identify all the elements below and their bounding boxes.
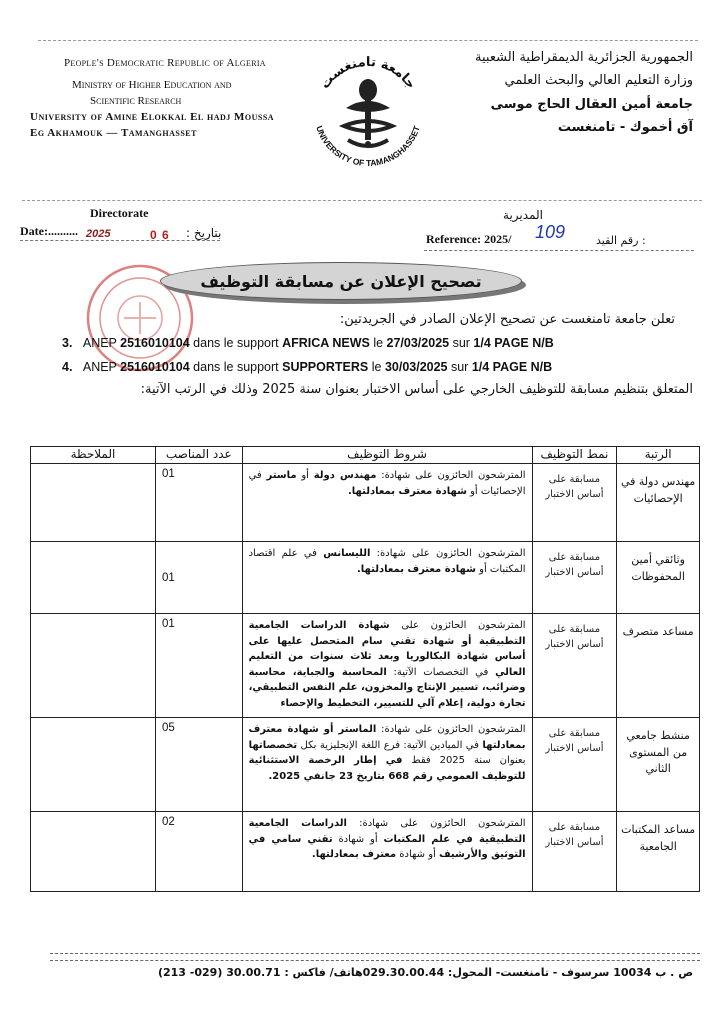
header-ar-line2: وزارة التعليم العالي والبحث العلمي <box>504 73 693 89</box>
positions-table <box>30 446 700 892</box>
reference-label-fr: Reference: 2025/ <box>426 232 512 246</box>
header-ar-line3: جامعة أمين العقال الحاج موسى <box>490 96 693 112</box>
cell-posts: 02 <box>155 812 242 892</box>
cell-posts: 01 <box>155 464 242 542</box>
cell-type: مسابقة على أساس الاختبار <box>532 464 617 542</box>
date-dotted-line <box>20 240 220 241</box>
date-stamp: 2025 <box>86 228 111 240</box>
date-label-ar: : بتاريخ <box>186 226 222 240</box>
cell-posts: 01 <box>155 614 242 718</box>
reference-label-ar: رقم القيد : <box>596 234 646 247</box>
date-stamp-extra: 0 6 <box>150 228 170 242</box>
directorate-label-ar: المديرية <box>503 208 543 222</box>
header-rank: الرتبة <box>617 447 700 464</box>
header-divider <box>22 200 702 201</box>
header-ar-line1: الجمهورية الجزائرية الديمقراطية الشعبية <box>475 50 693 65</box>
cell-rank: وثائقي أمين المحفوظات <box>617 542 700 614</box>
cell-conditions: المترشحون الحائزون على شهادة: الليسانس في علم اقتصاد المكتبات أو شهادة معترف بمعادلتها. <box>242 542 532 614</box>
cell-notes <box>31 614 156 718</box>
cell-type: مسابقة على أساس الاختبار <box>532 614 617 718</box>
intro-paragraph: المتعلق بتنظيم مسابقة للتوظيف الخارجي على أساس الاختبار بعنوان سنة 2025 وذلك في الرتب الآتية: <box>140 382 693 397</box>
announcement-item: 4. ANEP 2516010104 dans le support SUPPORTERS le 30/03/2025 sur 1/4 PAGE N/B <box>62 360 553 374</box>
logo-english-text: UNIVERSITY OF TAMANGHASSET <box>314 124 422 169</box>
cell-rank: مساعد متصرف <box>617 614 700 718</box>
table-row <box>31 812 700 892</box>
cell-type: مسابقة على أساس الاختبار <box>532 542 617 614</box>
header-fr-line5: Eg Akhamouk — Tamanghasset <box>30 126 197 139</box>
header-ar-line4: آق أخموك - تامنغست <box>557 120 693 136</box>
date-label-fr: Date:.......... <box>20 224 78 238</box>
header-fr-line1: People's Democratic Republic of Algeria <box>64 57 266 69</box>
header-notes: الملاحظة <box>31 447 156 464</box>
header-fr-line3: Scientific Research <box>90 94 182 107</box>
cell-notes <box>31 812 156 892</box>
cell-type: مسابقة على أساس الاختبار <box>532 718 617 812</box>
header-fr-line4: University of Amine Elokkal El hadj Moussa <box>30 110 275 123</box>
cell-posts: 05 <box>155 718 242 812</box>
header-arabic <box>393 46 693 140</box>
reference-number: 109 <box>535 222 566 242</box>
cell-notes <box>31 718 156 812</box>
table-row <box>31 542 700 614</box>
cell-rank: مساعد المكتبات الجامعية <box>617 812 700 892</box>
cell-conditions: المترشحون الحائزون على شهادة: الدراسات الجامعية التطبيقية في علم المكتبات أو شهادة تقني سامي في التوثيق والأرشيف أو شهادة معترف بمعادلتها. <box>242 812 532 892</box>
cell-posts: 01 <box>155 542 242 614</box>
logo-arabic-text: جامعة تامنغست <box>317 54 419 92</box>
intro-text: تعلن جامعة تامنغست عن تصحيح الإعلان الصادر في الجريدتين: <box>339 312 675 327</box>
table-row <box>31 718 700 812</box>
cell-notes <box>31 542 156 614</box>
header-conditions: شروط التوظيف <box>242 447 532 464</box>
cell-type: مسابقة على أساس الاختبار <box>532 812 617 892</box>
cell-notes <box>31 464 156 542</box>
directorate-label-fr: Directorate <box>90 206 149 220</box>
table-row <box>31 464 700 542</box>
reference-dotted-line <box>424 250 694 251</box>
header-type: نمط التوظيف <box>532 447 617 464</box>
cell-conditions: المترشحون الحائزون على شهادة: الماستر أو شهادة معترف بمعادلتها في الميادين الآتية: فرع اللغة الإنجليزية بكل تخصصاتها بعنوان سنة 2025 فقط في إطار الرخصة الاستثنائية للتوظيف العمومي رقم 668 بتاريخ 23 جانفي 2025. <box>242 718 532 812</box>
cell-rank: مهندس دولة في الإحصائيات <box>617 464 700 542</box>
cell-rank: منشط جامعي من المستوى الثاني <box>617 718 700 812</box>
footer-address: ص . ب 10034 سرسوف - تامنغست- المحول: 029.30.00.44هاتف/ فاكس : 30.00.71 (029- 213) <box>157 966 693 979</box>
header-posts: عدد المناصب <box>155 447 242 464</box>
cell-conditions: المترشحون الحائزون على شهادة: مهندس دولة أو ماستر في الإحصائيات أو شهادة معترف بمعادلتها. <box>242 464 532 542</box>
header-french <box>30 56 300 142</box>
table-header-row <box>31 447 700 464</box>
footer-divider <box>50 953 700 954</box>
cell-conditions: المترشحون الحائزون على شهادة الدراسات الجامعية التطبيقية أو شهادة تقني سام المتحصل عليها على أساس شهادة البكالوريا وبعد ثلاث سنوات من التعليم العالي في التخصصات الآتية: المحاسبة والجباية، محاسبة وضرائب، تسيير الإنتاج والمخزون، علم النفس التطبيقي، تجارة دولية، إعلام آلي للتسيير، التخطيط والإحصاء <box>242 614 532 718</box>
table-row <box>31 614 700 718</box>
footer-divider <box>50 960 700 961</box>
header-fr-line2: Ministry of Higher Education and <box>72 78 232 91</box>
announcement-item: 3. ANEP 2516010104 dans le support AFRICA NEWS le 27/03/2025 sur 1/4 PAGE N/B <box>62 336 554 350</box>
announcement-title: تصحيح الإعلان عن مسابقة التوظيف <box>160 262 522 300</box>
